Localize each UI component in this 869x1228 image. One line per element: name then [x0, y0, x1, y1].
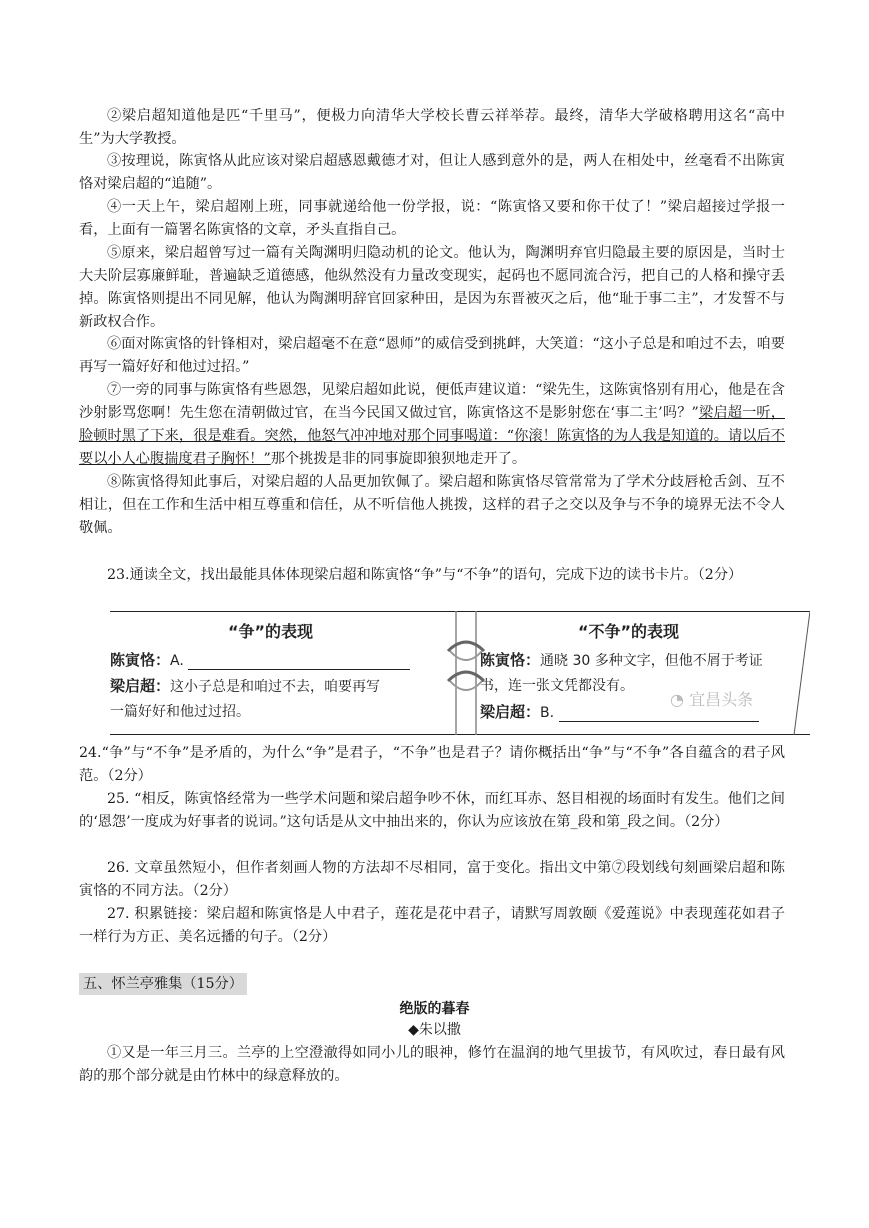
- card-blank-a[interactable]: [188, 655, 410, 670]
- paragraph-5: ⑤原来，梁启超曾写过一篇有关陶渊明归隐动机的论文。他认为，陶渊明弃官归隐最主要的原因是，当时士大夫阶层寡廉鲜耻，普遍缺乏道德感，他纵然没有力量改变现实，起码也不愿同流合污，把自己的人格和操守丢掉。陈寅恪则提出不同见解，他认为陶渊明辞官回家种田，是因为东晋被灭之后，他“耻于事二主”，才发誓不与新政权合作。: [79, 245, 785, 330]
- question-25: 25. “相反，陈寅恪经常为一些学术问题和梁启超争吵不休，而红耳赤、怒目相视的场面时有发生。他们之间的‘恩怨’一度成为好事者的说词。”这句话是从文中抽出来的，你认为应该放在第_段和第_段之间。（2分）: [79, 791, 785, 830]
- section-5-heading: 五、怀兰亭雅集（15分）: [79, 973, 247, 995]
- card-right-row-1-label: 陈寅恪：: [480, 651, 541, 669]
- question-27: 27. 积累链接：梁启超和陈寅恪是人中君子，莲花是花中君子，请默写周敦颐《爱莲说》中表现莲花如君子一样行为方正、美名远播的句子。（2分）: [79, 906, 785, 945]
- paragraph-4: ④一天上午，梁启超刚上班，同事就递给他一份学报，说：“陈寅恪又要和你干仗了！”梁启超接过学报一看，上面有一篇署名陈寅恪的文章，矛头直指自己。: [79, 199, 785, 238]
- essay-title: 绝版的暮春: [399, 1001, 470, 1017]
- card-blank-b-label: B.: [540, 705, 555, 721]
- card-left-title: “争”的表现: [228, 622, 314, 641]
- question-24: 24.“争”与“不争”是矛盾的，为什么“争”是君子，“不争”也是君子？请你概括出“争”与“不争”各自蕴含的君子风范。（2分）: [79, 745, 785, 784]
- paragraph-7-text: ⑦一旁的同事与陈寅恪有些恩怨，见梁启超如此说，便低声建议道：“梁先生，这陈寅恪别有用心，他是在含沙射影骂您啊！先生您在清朝做过官，在当今民国又做过官，陈寅恪这不是影射您在‘事二主’吗？”: [79, 382, 785, 421]
- paragraph-7-underlined-sentence: 梁启超一听，脸顿时黑了下来，很是难看。突然，他怒气冲冲地对那个同事喝道：“你滚！陈寅恪的为人我是知道的。请以后不要以小人心腹揣度君子胸怀！”: [79, 405, 785, 467]
- card-left-row-2-text: 这小子总是和咱过不去，咱要再写: [170, 679, 381, 695]
- watermark-text: 宜昌头条: [689, 690, 754, 709]
- card-left-row-1: [110, 649, 410, 670]
- paragraph-8: ⑧陈寅恪得知此事后，对梁启超的人品更加钦佩了。梁启超和陈寅恪尽管常常为了学术分歧唇枪舌剑、互不相让，但在工作和生活中相互尊重和信任，从不听信他人挑拨，这样的君子之交以及争与不争的境界无法不令人敬佩。: [79, 474, 785, 536]
- card-left-row-1-label: 陈寅恪：: [110, 651, 171, 669]
- card-right-row-1-text: 通晓 30 多种文字，但他不屑于考证: [540, 653, 763, 669]
- card-right-row-2: 书，连一张文凭都没有。: [480, 678, 634, 694]
- card-left-row-3: 一篇好好和他过过招。: [110, 704, 250, 720]
- question-23: 23.通读全文，找出最能具体体现梁启超和陈寅恪“争”与“不争”的语句，完成下边的读书卡片。（2分）: [107, 567, 743, 583]
- card-right-title: “不争”的表现: [578, 622, 680, 641]
- paragraph-2: ②梁启超知道他是匹“千里马”，便极力向清华大学校长曹云祥举荐。最终，清华大学破格聘用这名“高中生”为大学教授。: [79, 108, 785, 147]
- paragraph-6: ⑥面对陈寅恪的针锋相对，梁启超毫不在意“恩师”的威信受到挑衅，大笑道：“这小子总是和咱过不去，咱要再写一篇好好和他过过招。”: [79, 336, 785, 375]
- essay-author: ◆朱以撒: [408, 1022, 461, 1038]
- card-right-row-3-label: 梁启超：: [480, 703, 541, 721]
- card-left-row-2-label: 梁启超：: [110, 677, 171, 695]
- paragraph-7: [79, 379, 785, 471]
- page-fold-icon: [764, 611, 810, 735]
- watermark: [670, 687, 753, 710]
- watermark-logo-icon: ◔: [670, 690, 684, 709]
- reading-card: [110, 611, 810, 735]
- paragraph-3: ③按理说，陈寅恪从此应该对梁启超感恩戴德才对，但让人感到意外的是，两人在相处中，丝毫看不出陈寅恪对梁启超的“追随”。: [79, 153, 785, 192]
- card-left-row-2: [110, 675, 380, 696]
- paragraph-7-tail: 那个挑拨是非的同事旋即狼狈地走开了。: [270, 451, 527, 467]
- essay-paragraph-1: ①又是一年三月三。兰亭的上空澄澈得如同小儿的眼神，修竹在温润的地气里拔节，有风吹过，春日最有风韵的那个部分就是由竹林中的绿意释放的。: [79, 1045, 785, 1084]
- card-blank-a-label: A.: [170, 653, 184, 669]
- card-right-row-1: [480, 649, 763, 670]
- question-26: 26. 文章虽然短小，但作者刻画人物的方法却不尽相同，富于变化。指出文中第⑦段划线句刻画梁启超和陈寅恪的不同方法。（2分）: [79, 860, 785, 899]
